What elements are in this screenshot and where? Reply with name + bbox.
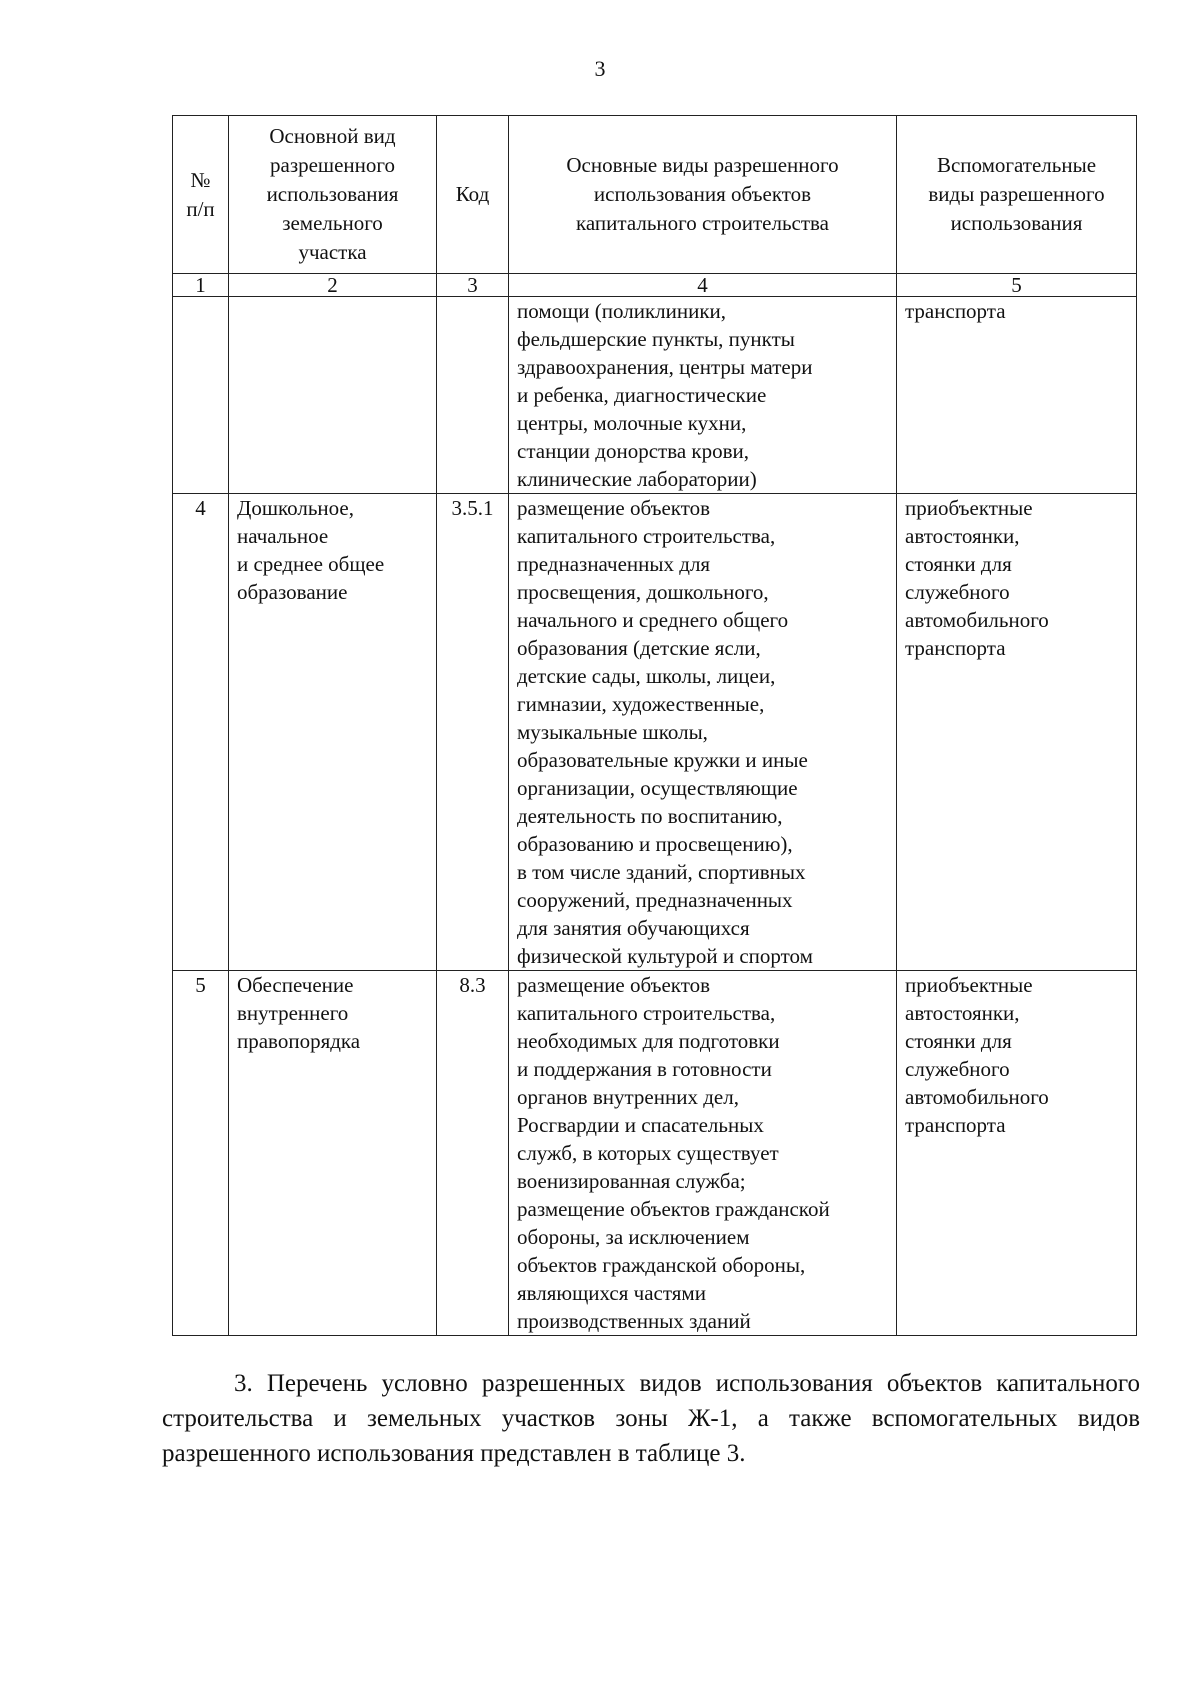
text-line: объектов гражданской обороны,: [517, 1253, 806, 1277]
main-type-cell: [229, 494, 437, 971]
text-line: образование: [237, 580, 348, 604]
header-auxiliary: [897, 116, 1137, 274]
text-line: Вспомогательные: [936, 153, 1097, 177]
text-line: Основные виды разрешенного: [566, 153, 839, 177]
text-line: являющихся частями: [517, 1281, 706, 1305]
text-line: служебного: [905, 580, 1010, 604]
text-line: деятельность по воспитанию,: [517, 804, 783, 828]
text-line: начальное: [237, 524, 329, 548]
text-line: в том числе зданий, спортивных: [517, 860, 806, 884]
text-line: правопорядка: [237, 1029, 361, 1053]
capital-uses-cell: [509, 297, 897, 494]
header-capital-uses: [509, 116, 897, 274]
text-line: стоянки для: [905, 552, 1012, 576]
table-body: [173, 297, 1137, 1336]
text-line: транспорта: [905, 1113, 1006, 1137]
text-line: размещение объектов: [517, 973, 711, 997]
column-numbers-row: [173, 274, 1137, 297]
text-line: приобъектные: [905, 496, 1033, 520]
text-line: автомобильного: [905, 608, 1049, 632]
text-line: центры, молочные кухни,: [517, 411, 747, 435]
text-line: стоянки для: [905, 1029, 1012, 1053]
text-line: Основной вид: [269, 124, 396, 148]
table-header-row: [173, 116, 1137, 274]
header-main-type: [229, 116, 437, 274]
text-line: начального и среднего общего: [517, 608, 789, 632]
auxiliary-cell: [897, 971, 1137, 1336]
text-line: предназначенных для: [517, 552, 711, 576]
text-line: автостоянки,: [905, 1001, 1020, 1025]
text-line: автомобильного: [905, 1085, 1049, 1109]
table-row: [173, 971, 1137, 1336]
text-line: клинические лаборатории): [517, 467, 757, 491]
text-line: транспорта: [905, 299, 1006, 323]
text-line: Дошкольное,: [237, 496, 354, 520]
text-line: детские сады, школы, лицеи,: [517, 664, 776, 688]
main-type-cell: [229, 971, 437, 1336]
text-line: физической культурой и спортом: [517, 944, 813, 968]
text-line: п/п: [186, 196, 215, 221]
text-line: использования объектов: [593, 182, 812, 206]
text-line: и среднее общее: [237, 552, 385, 576]
text-line: размещение объектов: [517, 496, 711, 520]
column-number: 1: [173, 274, 229, 297]
text-line: сооружений, предназначенных: [517, 888, 793, 912]
text-line: капитального строительства: [576, 211, 829, 235]
text-line: образовательные кружки и иные: [517, 748, 808, 772]
column-number: 2: [229, 274, 437, 297]
text-line: капитального строительства,: [517, 1001, 776, 1025]
column-number: 5: [897, 274, 1137, 297]
text-line: №: [190, 167, 211, 192]
auxiliary-cell: [897, 494, 1137, 971]
text-line: участка: [298, 240, 367, 264]
text-line: гимназии, художественные,: [517, 692, 765, 716]
text-line: приобъектные: [905, 973, 1033, 997]
capital-uses-cell: [509, 971, 897, 1336]
text-line: организации, осуществляющие: [517, 776, 798, 800]
text-line: станции донорства крови,: [517, 439, 750, 463]
row-number-cell: 4: [173, 494, 229, 971]
text-line: размещение объектов гражданской: [517, 1197, 830, 1221]
text-line: обороны, за исключением: [517, 1225, 750, 1249]
text-line: органов внутренних дел,: [517, 1085, 739, 1109]
text-line: внутреннего: [237, 1001, 349, 1025]
text-line: и ребенка, диагностические: [517, 383, 767, 407]
text-line: для занятия обучающихся: [517, 916, 750, 940]
text-line: транспорта: [905, 636, 1006, 660]
column-number: 4: [509, 274, 897, 297]
text-line: Росгвардии и спасательных: [517, 1113, 764, 1137]
code-cell: 8.3: [437, 971, 509, 1336]
text-line: военизированная служба;: [517, 1169, 746, 1193]
text-line: служебного: [905, 1057, 1010, 1081]
text-line: производственных зданий: [517, 1309, 751, 1333]
text-line: автостоянки,: [905, 524, 1020, 548]
text-line: земельного: [282, 211, 383, 235]
table-row: [173, 494, 1137, 971]
text-line: разрешенного: [270, 153, 395, 177]
text-line: фельдшерские пункты, пункты: [517, 327, 795, 351]
code-cell: [437, 297, 509, 494]
header-code: [437, 116, 509, 274]
text-line: образования (детские ясли,: [517, 636, 761, 660]
text-line: использования: [266, 182, 399, 206]
text-line: необходимых для подготовки: [517, 1029, 780, 1053]
capital-uses-cell: [509, 494, 897, 971]
text-line: образованию и просвещению),: [517, 832, 793, 856]
row-number-cell: 5: [173, 971, 229, 1336]
main-type-cell: [229, 297, 437, 494]
text-line: служб, в которых существует: [517, 1141, 779, 1165]
text-line: использования: [950, 211, 1083, 235]
text-line: просвещения, дошкольного,: [517, 580, 769, 604]
text-line: и поддержания в готовности: [517, 1057, 772, 1081]
page-number: 3: [594, 56, 606, 81]
text-line: капитального строительства,: [517, 524, 776, 548]
header-number: [173, 116, 229, 274]
table-row: [173, 297, 1137, 494]
text-line: музыкальные школы,: [517, 720, 708, 744]
land-use-table: [172, 115, 1137, 1336]
body-paragraph: 3. Перечень условно разрешенных видов использования объектов капитального строительства и земельных участков зоны Ж-1, а также вспомогательных видов разрешенного использования представлен в таблице 3.: [162, 1370, 1140, 1467]
row-number-cell: [173, 297, 229, 494]
text-line: Обеспечение: [237, 973, 354, 997]
text-line: Код: [455, 182, 490, 206]
text-line: виды разрешенного: [928, 182, 1105, 206]
text-line: здравоохранения, центры матери: [517, 355, 813, 379]
code-cell: 3.5.1: [437, 494, 509, 971]
column-number: 3: [437, 274, 509, 297]
text-line: помощи (поликлиники,: [517, 299, 727, 323]
auxiliary-cell: [897, 297, 1137, 494]
